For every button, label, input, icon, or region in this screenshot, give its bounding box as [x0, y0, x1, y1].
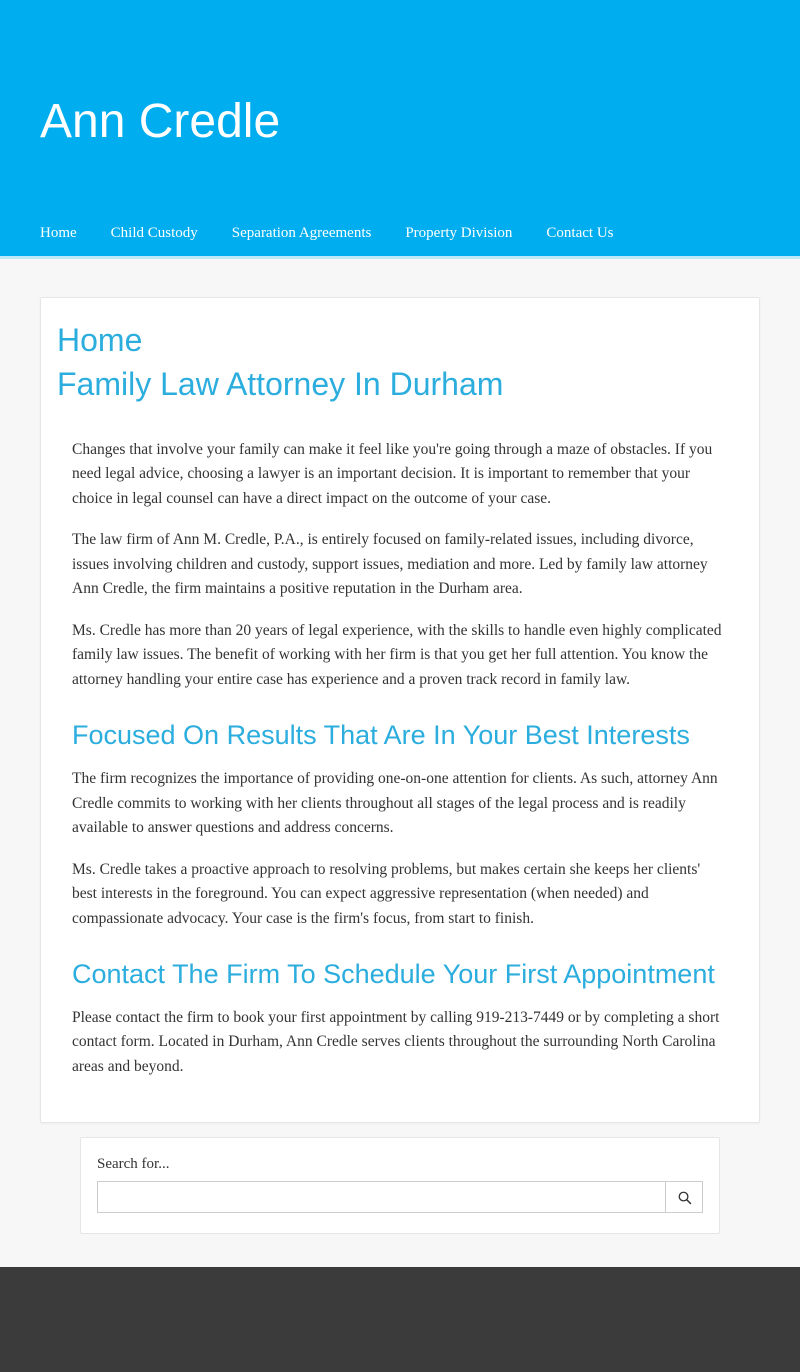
article-body: [41, 438, 759, 1079]
search-submit-button[interactable]: [665, 1181, 703, 1213]
page-subtitle: Family Law Attorney In Durham: [57, 366, 504, 402]
content-wrapper: [0, 259, 800, 1234]
intro-paragraph-2: The law firm of Ann M. Credle, P.A., is entirely focused on family-related issues, including divorce, issues involving children and custody, support issues, mediation and more. Led by family law attorney Ann Credle, the firm maintains a positive reputation in the Durham area.: [72, 531, 708, 598]
intro-paragraph-3: Ms. Credle has more than 20 years of legal experience, with the skills to handle even highly complicated family law issues. The benefit of working with her firm is that you get her full attention. You know the attorney handling your entire case has experience and a proven track record in family law.: [72, 621, 722, 688]
nav-item-separation-agreements[interactable]: Separation Agreements: [231, 224, 372, 241]
search-icon: [677, 1190, 692, 1205]
search-widget: [80, 1137, 720, 1234]
site-title: Ann Credle: [40, 95, 281, 148]
site-footer: [0, 1267, 800, 1372]
main-article-card: [40, 297, 760, 1123]
section-2-paragraph-1: Please contact the firm to book your first appointment by calling 919-213-7449 or by completing a short contact form. Located in Durham, Ann Credle serves clients throughout the surrounding North Carolina areas and beyond.: [72, 1008, 720, 1075]
nav-item-home[interactable]: Home: [40, 224, 77, 241]
section-heading-contact: Contact The Firm To Schedule Your First Appointment: [72, 959, 715, 990]
search-row: [97, 1181, 703, 1213]
search-label: Search for...: [97, 1156, 170, 1173]
section-1-paragraph-2: Ms. Credle takes a proactive approach to resolving problems, but makes certain she keeps her clients' best interests in the foreground. You can expect aggressive representation (when needed) and compassionate advocacy. Your case is the firm's focus, from start to finish.: [72, 860, 701, 927]
page-title: Home: [57, 322, 143, 358]
section-heading-results: Focused On Results That Are In Your Best Interests: [72, 720, 690, 751]
nav-item-contact-us[interactable]: Contact Us: [546, 224, 614, 241]
primary-navigation: [0, 210, 800, 259]
site-header: [0, 0, 800, 210]
nav-item-property-division[interactable]: Property Division: [405, 224, 513, 241]
section-1-paragraph-1: The firm recognizes the importance of providing one-on-one attention for clients. As such, attorney Ann Credle commits to working with her clients throughout all stages of the legal process and is readily available to answer questions and address concerns.: [72, 770, 718, 837]
search-input[interactable]: [97, 1181, 665, 1213]
intro-paragraph-1: Changes that involve your family can make it feel like you're going through a maze of obstacles. If you need legal advice, choosing a lawyer is an important decision. It is important to remember that your choice in legal counsel can have a direct impact on the outcome of your case.: [72, 441, 713, 507]
nav-item-child-custody[interactable]: Child Custody: [110, 224, 198, 241]
